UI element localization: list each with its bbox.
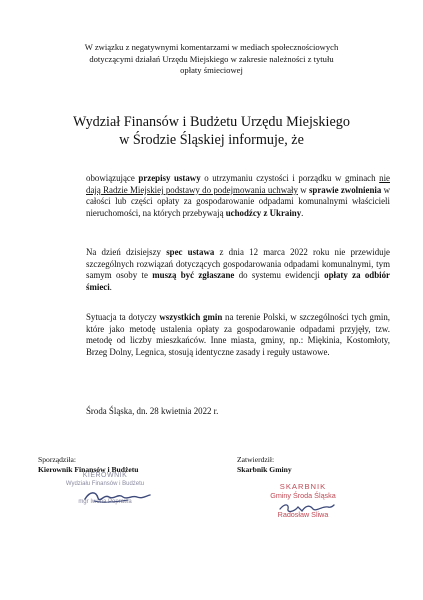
intro-line: opłaty śmieciowej: [180, 65, 243, 75]
bold-run: przepisy ustawy: [138, 173, 201, 183]
document-date: Środa Śląska, dn. 28 kwietnia 2022 r.: [86, 406, 219, 416]
text-run: na terenie Polski, w szczególności tych gmin, które jako metodę ustalenia opłaty za gospodarowanie odpadami przyjęły, tzw. metodę od liczby mieszkańców. Inne miasta, gminy, np.: Miękinia, Kostomłoty, Brzeg Dolny, Legnica, stosują identyczne zasady i reguły ustawowe.: [86, 312, 390, 357]
text-run: .: [109, 281, 112, 292]
stamp-line: Wydziału Finansów i Budżetu: [65, 481, 145, 487]
stamp-name: mgr Iwona Poprawa: [78, 499, 132, 505]
signature-role: Kierownik Finansów i Budżetu: [38, 465, 139, 474]
stamp-line: Gminy Środa Śląska: [270, 491, 336, 500]
paragraph-regulations: [86, 173, 390, 219]
text-run: o utrzymaniu czystości i porządku w gminach: [200, 173, 380, 183]
text-run: Na dzień dzisiejszy: [86, 247, 167, 257]
bold-run: uchodźcy z Ukrainy: [225, 207, 302, 218]
text-run: .: [301, 207, 304, 218]
paragraph-all-municipalities: [86, 312, 390, 358]
heading-line: w Środzie Śląskiej informuje, że: [119, 132, 304, 148]
intro-line: W związku z negatywnymi komentarzami w mediach społecznościowych: [84, 42, 339, 52]
text-run: z dnia 12 marca 2022 roku nie przewiduje szczególnych rozwiązań dotyczących gospodarowania odpadami komunalnymi, tym samym osoby te: [86, 247, 390, 281]
bold-run: spec ustawa: [166, 247, 215, 257]
bold-run: sprawie zwolnienia: [308, 184, 382, 195]
signature-label: Zatwierdził:: [237, 455, 275, 464]
intro-line: dotyczącymi działań Urzędu Miejskiego w zakresie należności z tytułu: [89, 53, 334, 64]
handwritten-signature-right: [276, 500, 336, 516]
signature-label: Sporządziła:: [38, 455, 76, 464]
text-run: obowiązujące: [86, 173, 139, 183]
handwritten-signature-left: [82, 489, 152, 505]
bold-run: muszą być zgłaszane: [152, 270, 235, 281]
signature-block-approved: [237, 455, 397, 475]
text-run: Sytuacja ta dotyczy: [86, 312, 160, 322]
underlined-run: nie dają Radzie Miejskiej podstawy do podejmowania uchwały: [86, 173, 390, 195]
bold-run: wszystkich gmin: [159, 312, 223, 322]
stamp-title: SKARBNIK: [279, 482, 327, 491]
document-heading: [30, 113, 393, 149]
text-run: w całości lub części opłaty za gospodarowanie odpadami komunalnymi właścicieli nieruchomości, na których przebywają: [86, 184, 390, 218]
text-run: do systemu ewidencji: [234, 270, 325, 281]
heading-line: Wydział Finansów i Budżetu Urzędu Miejskiego: [73, 114, 350, 130]
text-run: w: [297, 184, 309, 195]
bold-run: opłaty za odbiór śmieci: [86, 270, 390, 292]
paragraph-special-act: [86, 247, 390, 293]
stamp-title: KIEROWNIK: [82, 472, 128, 479]
signature-role: Skarbnik Gminy: [237, 465, 292, 474]
intro-note: [60, 42, 363, 77]
stamp-name: Radosław Sliwa: [277, 510, 329, 519]
